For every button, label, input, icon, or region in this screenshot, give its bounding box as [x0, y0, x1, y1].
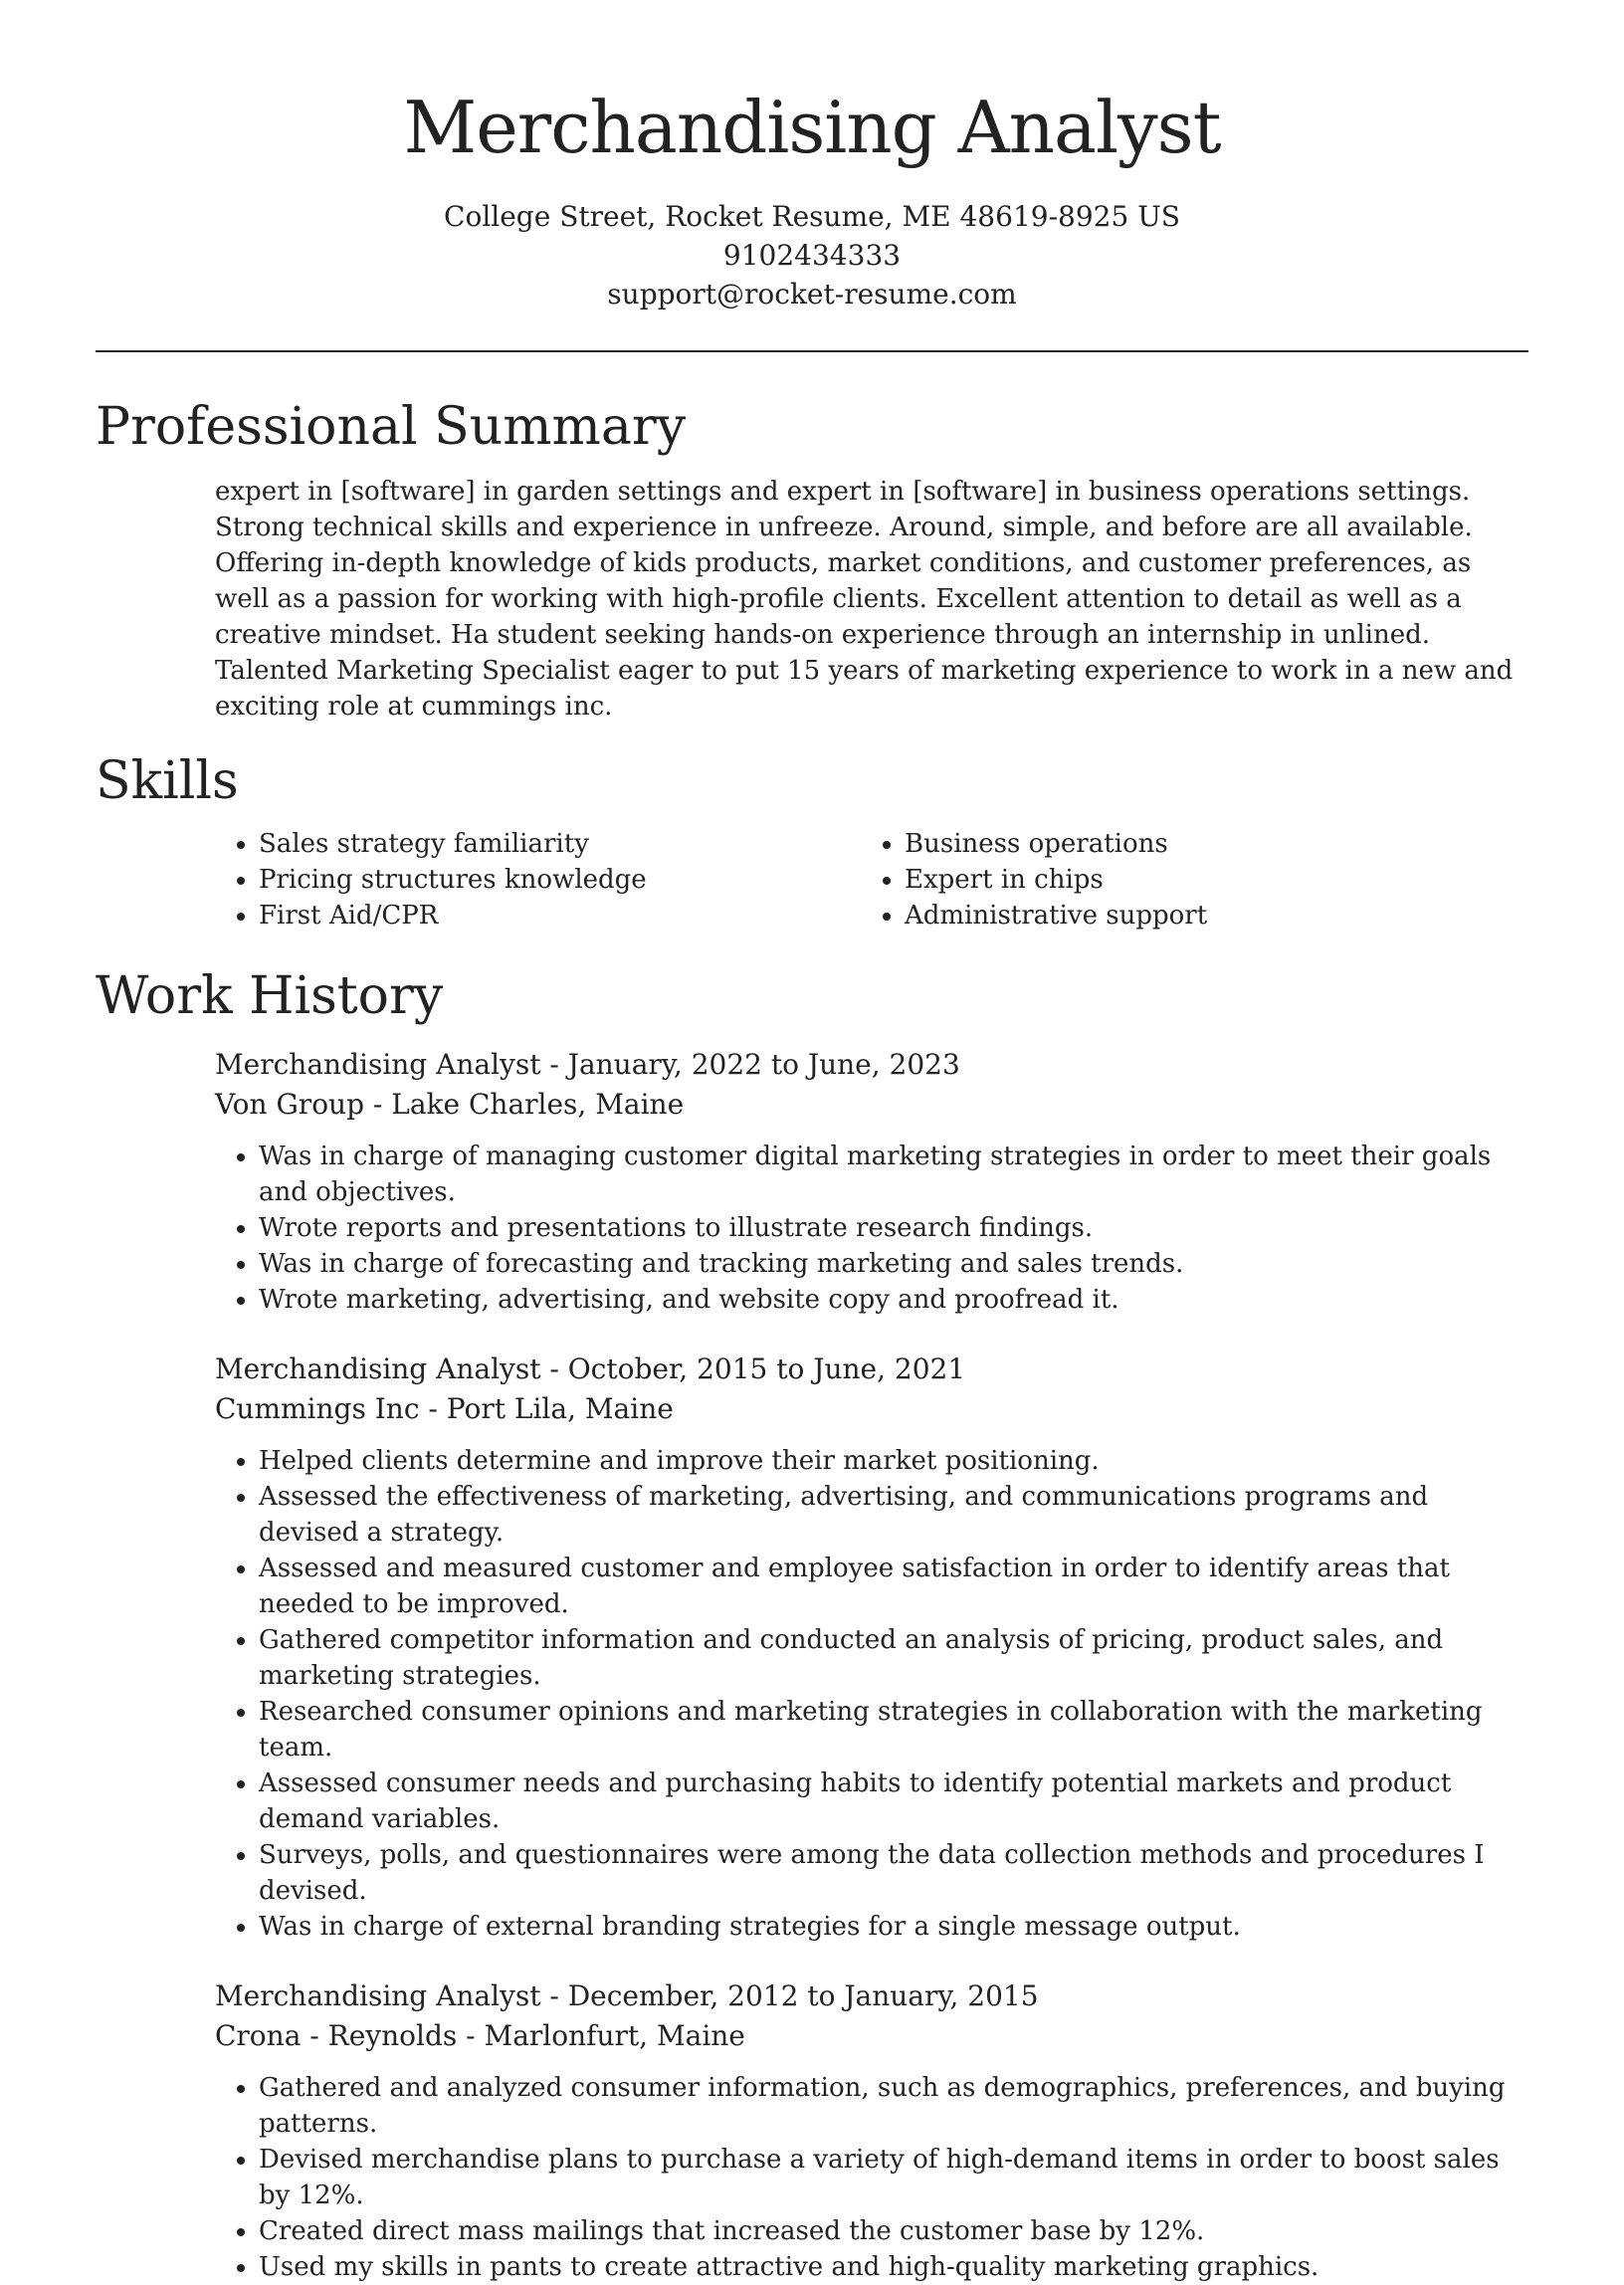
email: support@rocket-resume.com — [607, 278, 1017, 311]
job-bullet: • Assessed the effectiveness of marketing, advertising, and communications programs and devised a strategy. — [259, 1479, 1530, 1551]
job-bullet: • Was in charge of external branding strategies for a single message output. — [259, 1909, 1530, 1945]
job-entry — [215, 1350, 1530, 1945]
header-divider — [96, 350, 1528, 352]
skill-item: • Sales strategy familiarity — [259, 826, 861, 862]
job-entry — [215, 1976, 1530, 2285]
skills-list — [215, 826, 1530, 934]
job-bullets — [215, 2070, 1530, 2285]
job-entry — [215, 1045, 1530, 1318]
job-bullet: • Helped clients determine and improve their market positioning. — [259, 1443, 1530, 1479]
skill-item: • Business operations — [905, 826, 1507, 862]
job-title: Merchandising Analyst - January, 2022 to June, 2023 — [215, 1048, 960, 1081]
resume-header — [0, 0, 1624, 313]
job-bullet: • Gathered and analyzed consumer information, such as demographics, preferences, and buying patterns. — [259, 2070, 1530, 2142]
skill-item: • Pricing structures knowledge — [259, 862, 861, 898]
phone: 9102434333 — [722, 239, 902, 272]
summary-text: expert in [software] in garden settings and expert in [software] in business operations settings. Strong technical skills and experience in unfreeze. Around, simple, and before are all available. Offering in-depth knowledge of kids products, market conditions, and customer preferences, as well as a passion for working with high-profile clients. Excellent attention to detail as well as a creative mindset. Ha student seeking hands-on experience through an internship in unlined. Talented Marketing Specialist eager to put 15 years of marketing experience to work in a new and exciting role at cummings inc. — [215, 477, 1514, 722]
job-company: Crona - Reynolds - Marlonfurt, Maine — [215, 2019, 745, 2052]
skills-heading: Skills — [96, 751, 239, 811]
job-bullets — [215, 1139, 1530, 1318]
address: College Street, Rocket Resume, ME 48619-8925 US — [444, 200, 1180, 233]
skills-column-right — [861, 826, 1507, 934]
job-bullet: • Assessed consumer needs and purchasing habits to identify potential markets and product demand variables. — [259, 1766, 1530, 1837]
job-bullet: • Gathered competitor information and conducted an analysis of pricing, product sales, and marketing strategies. — [259, 1622, 1530, 1694]
job-bullet: • Assessed and measured customer and employee satisfaction in order to identify areas that needed to be improved. — [259, 1551, 1530, 1622]
job-title: Merchandising Analyst - October, 2015 to June, 2021 — [215, 1352, 966, 1385]
job-bullet: • Wrote reports and presentations to illustrate research findings. — [259, 1210, 1530, 1246]
job-title: Merchandising Analyst - December, 2012 to January, 2015 — [215, 1979, 1039, 2012]
candidate-name: Merchandising Analyst — [403, 86, 1221, 169]
work-history-heading: Work History — [96, 966, 444, 1026]
skills-column-left — [215, 826, 861, 934]
skill-item: • First Aid/CPR — [259, 898, 861, 934]
skill-item: • Administrative support — [905, 898, 1507, 934]
job-company: Cummings Inc - Port Lila, Maine — [215, 1392, 674, 1425]
job-bullet: • Devised merchandise plans to purchase a variety of high-demand items in order to boost sales by 12%. — [259, 2142, 1530, 2213]
job-bullet: • Was in charge of managing customer digital marketing strategies in order to meet their goals and objectives. — [259, 1139, 1530, 1210]
contact-info — [0, 197, 1624, 313]
job-company: Von Group - Lake Charles, Maine — [215, 1088, 685, 1121]
job-bullet: • Surveys, polls, and questionnaires were among the data collection methods and procedures I devised. — [259, 1837, 1530, 1909]
skill-item: • Expert in chips — [905, 862, 1507, 898]
job-bullet: • Wrote marketing, advertising, and website copy and proofread it. — [259, 1282, 1530, 1318]
job-bullet: • Researched consumer opinions and marketing strategies in collaboration with the marketing team. — [259, 1694, 1530, 1766]
job-bullet: • Used my skills in pants to create attractive and high-quality marketing graphics. — [259, 2249, 1530, 2285]
summary-heading: Professional Summary — [96, 397, 687, 457]
job-bullet: • Created direct mass mailings that increased the customer base by 12%. — [259, 2213, 1530, 2249]
job-bullets — [215, 1443, 1530, 1945]
job-bullet: • Was in charge of forecasting and tracking marketing and sales trends. — [259, 1246, 1530, 1282]
